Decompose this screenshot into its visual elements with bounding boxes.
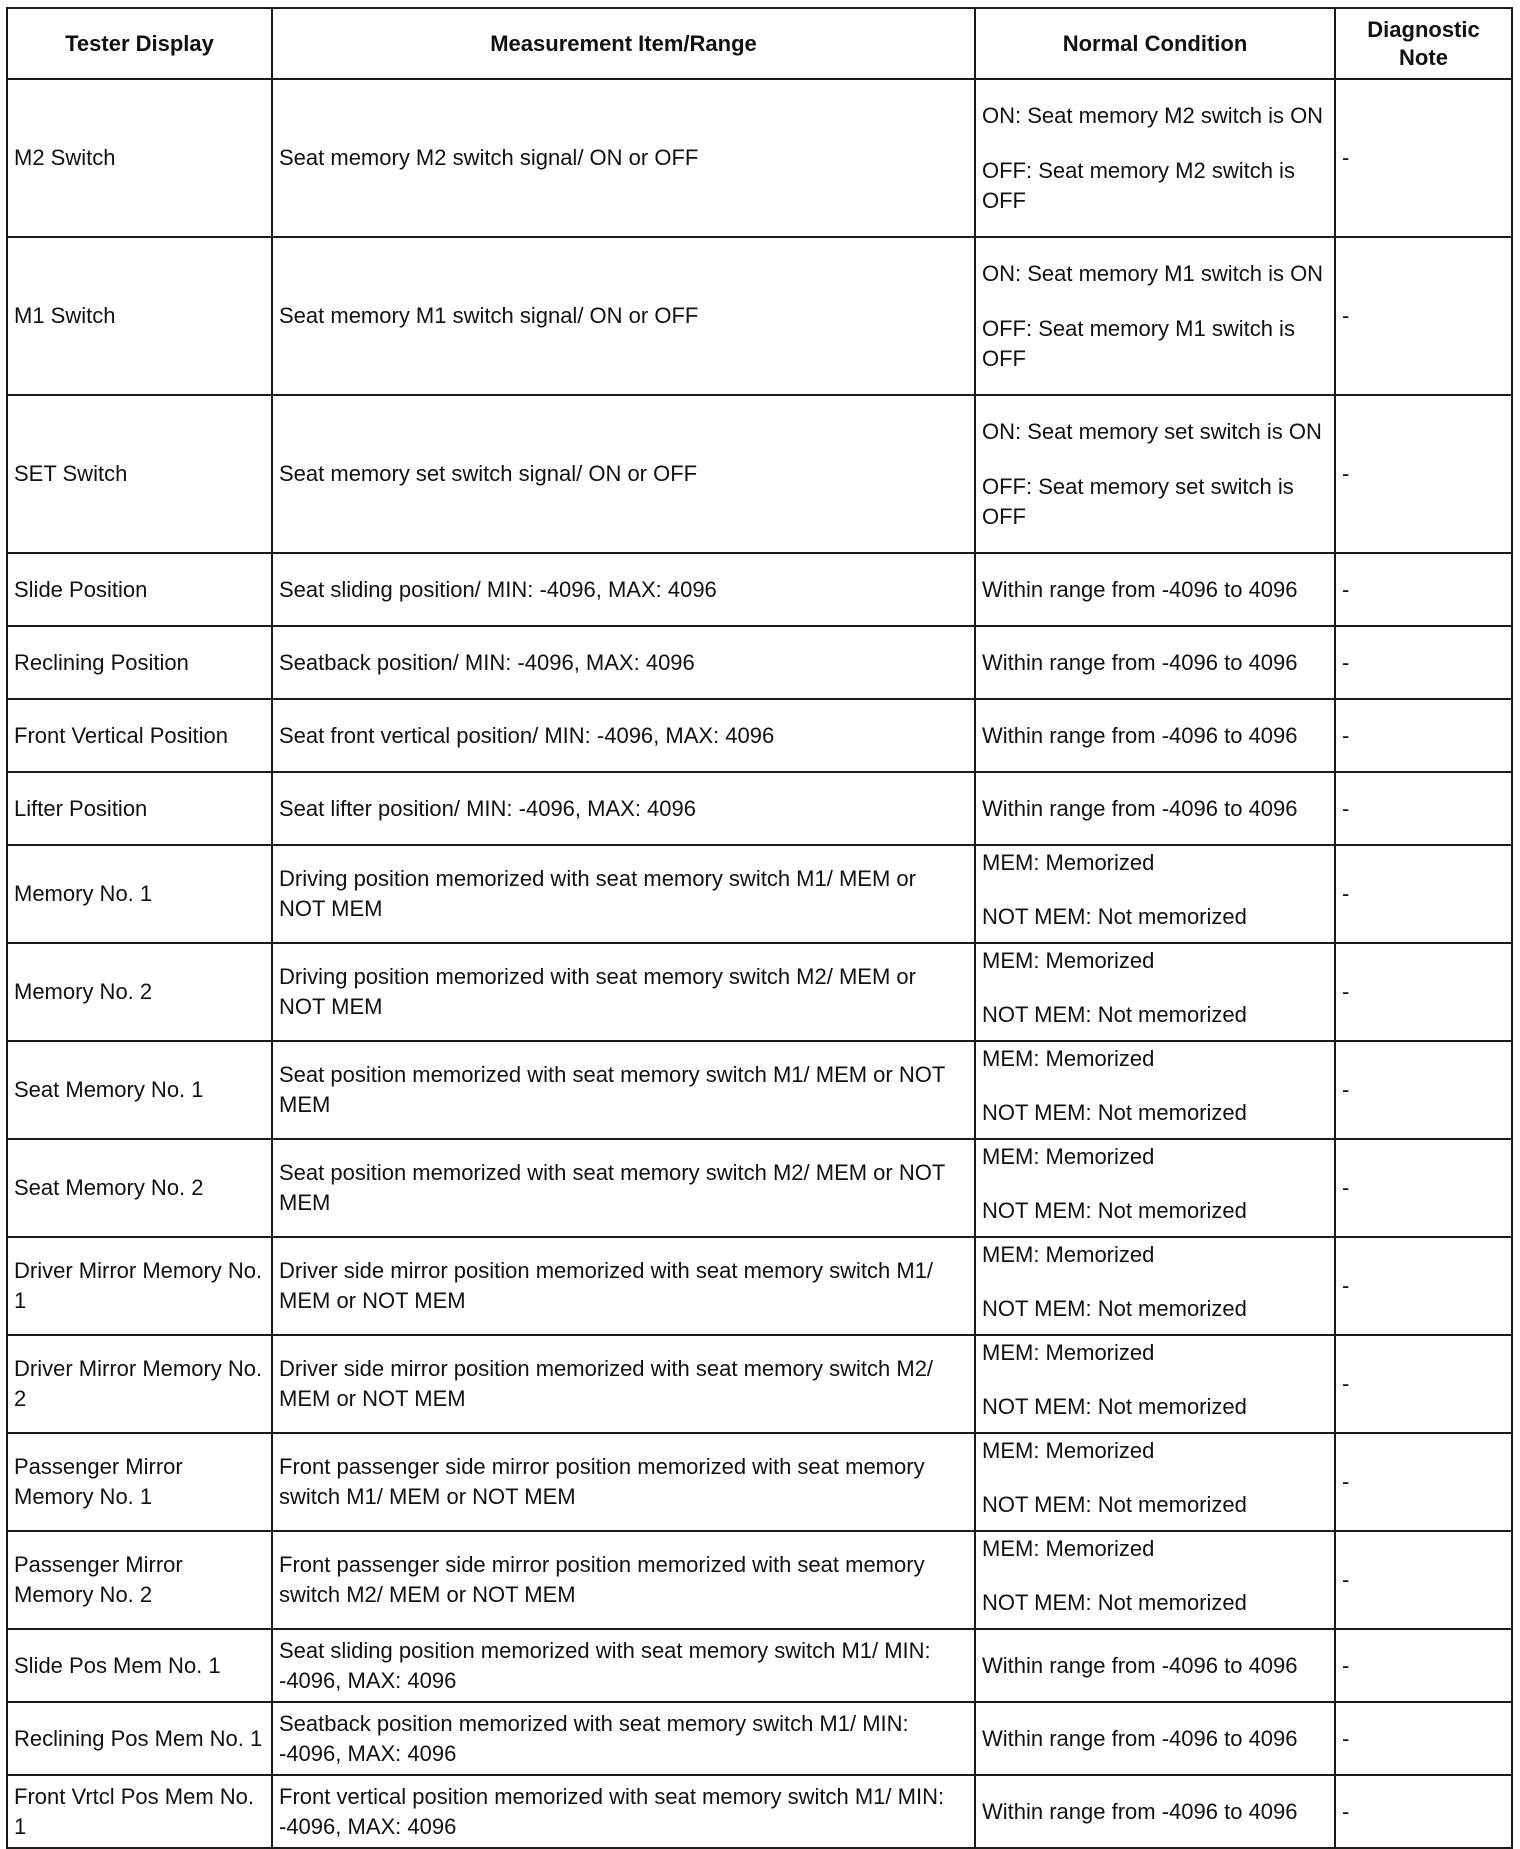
measurement-cell: Front vertical position memorized with seat memory switch M1/ MIN: -4096, MAX: 4096: [272, 1775, 975, 1848]
condition-mem: MEM: Memorized: [982, 1340, 1155, 1365]
condition-not-mem: NOT MEM: Not memorized: [982, 1002, 1247, 1027]
diagnostic-note-cell: -: [1335, 1041, 1512, 1139]
table-row: [7, 1237, 1512, 1335]
measurement-cell: Driver side mirror position memorized with seat memory switch M2/ MEM or NOT MEM: [272, 1335, 975, 1433]
table-row: [7, 1629, 1512, 1702]
diagnostic-note-cell: -: [1335, 79, 1512, 237]
tester-display-cell: Slide Position: [7, 553, 272, 626]
condition-mem: MEM: Memorized: [982, 850, 1155, 875]
tester-display-cell: Memory No. 2: [7, 943, 272, 1041]
measurement-cell: Seat front vertical position/ MIN: -4096, MAX: 4096: [272, 699, 975, 772]
tester-display-cell: Passenger Mirror Memory No. 1: [7, 1433, 272, 1531]
table-row: [7, 845, 1512, 943]
measurement-cell: Seat sliding position/ MIN: -4096, MAX: 4096: [272, 553, 975, 626]
condition-not-mem: NOT MEM: Not memorized: [982, 1198, 1247, 1223]
diagnostic-note-cell: -: [1335, 845, 1512, 943]
table-row: [7, 1531, 1512, 1629]
tester-display-cell: Front Vertical Position: [7, 699, 272, 772]
diagnostic-note-cell: -: [1335, 1237, 1512, 1335]
condition-mem: MEM: Memorized: [982, 948, 1155, 973]
measurement-cell: Seat position memorized with seat memory switch M2/ MEM or NOT MEM: [272, 1139, 975, 1237]
measurement-cell: Seat lifter position/ MIN: -4096, MAX: 4096: [272, 772, 975, 845]
table-row: [7, 772, 1512, 845]
measurement-cell: Seat memory M2 switch signal/ ON or OFF: [272, 79, 975, 237]
diagnostic-note-cell: -: [1335, 772, 1512, 845]
tester-display-cell: Reclining Pos Mem No. 1: [7, 1702, 272, 1775]
normal-condition-cell: [975, 79, 1335, 237]
normal-condition-cell: Within range from -4096 to 4096: [975, 699, 1335, 772]
header-measurement: Measurement Item/Range: [272, 8, 975, 79]
normal-condition-cell: Within range from -4096 to 4096: [975, 626, 1335, 699]
normal-condition-cell: [975, 237, 1335, 395]
normal-condition-cell: [975, 395, 1335, 553]
normal-condition-cell: [975, 845, 1335, 943]
diagnostic-note-cell: -: [1335, 626, 1512, 699]
normal-condition-cell: [975, 1237, 1335, 1335]
diagnostic-note-cell: -: [1335, 1775, 1512, 1848]
normal-condition-cell: [975, 1139, 1335, 1237]
table-row: [7, 943, 1512, 1041]
table-row: [7, 1775, 1512, 1848]
measurement-cell: Seat position memorized with seat memory switch M1/ MEM or NOT MEM: [272, 1041, 975, 1139]
data-monitor-table: [6, 7, 1513, 1849]
normal-condition-cell: Within range from -4096 to 4096: [975, 1775, 1335, 1848]
normal-condition-cell: [975, 1335, 1335, 1433]
diagnostic-note-cell: -: [1335, 1335, 1512, 1433]
condition-not-mem: NOT MEM: Not memorized: [982, 1590, 1247, 1615]
table-row: [7, 553, 1512, 626]
table-row: [7, 1041, 1512, 1139]
condition-on: ON: Seat memory M2 switch is ON: [982, 102, 1324, 128]
condition-not-mem: NOT MEM: Not memorized: [982, 1100, 1247, 1125]
measurement-cell: Driver side mirror position memorized with seat memory switch M1/ MEM or NOT MEM: [272, 1237, 975, 1335]
normal-condition-cell: Within range from -4096 to 4096: [975, 1629, 1335, 1702]
header-tester-display: Tester Display: [7, 8, 272, 79]
tester-display-cell: Seat Memory No. 1: [7, 1041, 272, 1139]
tester-display-cell: Slide Pos Mem No. 1: [7, 1629, 272, 1702]
condition-not-mem: NOT MEM: Not memorized: [982, 904, 1247, 929]
condition-mem: MEM: Memorized: [982, 1536, 1155, 1561]
measurement-cell: Seat memory set switch signal/ ON or OFF: [272, 395, 975, 553]
measurement-cell: Seat sliding position memorized with seat memory switch M1/ MIN: -4096, MAX: 4096: [272, 1629, 975, 1702]
diagnostic-note-cell: -: [1335, 237, 1512, 395]
diagnostic-note-cell: -: [1335, 1702, 1512, 1775]
measurement-cell: Driving position memorized with seat memory switch M2/ MEM or NOT MEM: [272, 943, 975, 1041]
table-row: [7, 1433, 1512, 1531]
condition-mem: MEM: Memorized: [982, 1046, 1155, 1071]
table-row: [7, 699, 1512, 772]
tester-display-cell: Driver Mirror Memory No. 1: [7, 1237, 272, 1335]
measurement-cell: Front passenger side mirror position memorized with seat memory switch M1/ MEM or NOT MEM: [272, 1433, 975, 1531]
header-diagnostic-note: Diagnostic Note: [1335, 8, 1512, 79]
tester-display-cell: Memory No. 1: [7, 845, 272, 943]
normal-condition-cell: Within range from -4096 to 4096: [975, 772, 1335, 845]
diagnostic-note-cell: -: [1335, 699, 1512, 772]
normal-condition-cell: [975, 1531, 1335, 1629]
diagnostic-note-cell: -: [1335, 395, 1512, 553]
normal-condition-cell: [975, 1433, 1335, 1531]
condition-mem: MEM: Memorized: [982, 1144, 1155, 1169]
table-row: [7, 395, 1512, 553]
diagnostic-note-cell: -: [1335, 1629, 1512, 1702]
header-normal-condition: Normal Condition: [975, 8, 1335, 79]
condition-off: OFF: Seat memory M2 switch is OFF: [982, 157, 1295, 213]
table-row: [7, 237, 1512, 395]
measurement-cell: Seatback position/ MIN: -4096, MAX: 4096: [272, 626, 975, 699]
measurement-cell: Seatback position memorized with seat memory switch M1/ MIN: -4096, MAX: 4096: [272, 1702, 975, 1775]
condition-on: ON: Seat memory M1 switch is ON: [982, 260, 1324, 286]
tester-display-cell: Front Vrtcl Pos Mem No. 1: [7, 1775, 272, 1848]
tester-display-cell: Reclining Position: [7, 626, 272, 699]
condition-on: ON: Seat memory set switch is ON: [982, 418, 1322, 444]
diagnostic-note-cell: -: [1335, 1531, 1512, 1629]
condition-mem: MEM: Memorized: [982, 1438, 1155, 1463]
tester-display-cell: SET Switch: [7, 395, 272, 553]
measurement-cell: Seat memory M1 switch signal/ ON or OFF: [272, 237, 975, 395]
table-row: [7, 1139, 1512, 1237]
condition-not-mem: NOT MEM: Not memorized: [982, 1394, 1247, 1419]
normal-condition-cell: [975, 1041, 1335, 1139]
measurement-cell: Front passenger side mirror position memorized with seat memory switch M2/ MEM or NOT MEM: [272, 1531, 975, 1629]
condition-not-mem: NOT MEM: Not memorized: [982, 1296, 1247, 1321]
condition-off: OFF: Seat memory M1 switch is OFF: [982, 315, 1295, 371]
tester-display-cell: Driver Mirror Memory No. 2: [7, 1335, 272, 1433]
measurement-cell: Driving position memorized with seat memory switch M1/ MEM or NOT MEM: [272, 845, 975, 943]
tester-display-cell: Lifter Position: [7, 772, 272, 845]
normal-condition-cell: Within range from -4096 to 4096: [975, 553, 1335, 626]
diagnostic-note-cell: -: [1335, 553, 1512, 626]
condition-off: OFF: Seat memory set switch is OFF: [982, 473, 1294, 529]
table-row: [7, 1335, 1512, 1433]
condition-not-mem: NOT MEM: Not memorized: [982, 1492, 1247, 1517]
table-row: [7, 79, 1512, 237]
tester-display-cell: Passenger Mirror Memory No. 2: [7, 1531, 272, 1629]
table-row: [7, 1702, 1512, 1775]
normal-condition-cell: Within range from -4096 to 4096: [975, 1702, 1335, 1775]
diagnostic-note-cell: -: [1335, 943, 1512, 1041]
normal-condition-cell: [975, 943, 1335, 1041]
tester-display-cell: M2 Switch: [7, 79, 272, 237]
tester-display-cell: Seat Memory No. 2: [7, 1139, 272, 1237]
condition-mem: MEM: Memorized: [982, 1242, 1155, 1267]
table-row: [7, 626, 1512, 699]
diagnostic-note-cell: -: [1335, 1139, 1512, 1237]
tester-display-cell: M1 Switch: [7, 237, 272, 395]
diagnostic-note-cell: -: [1335, 1433, 1512, 1531]
table-header-row: [7, 8, 1512, 79]
